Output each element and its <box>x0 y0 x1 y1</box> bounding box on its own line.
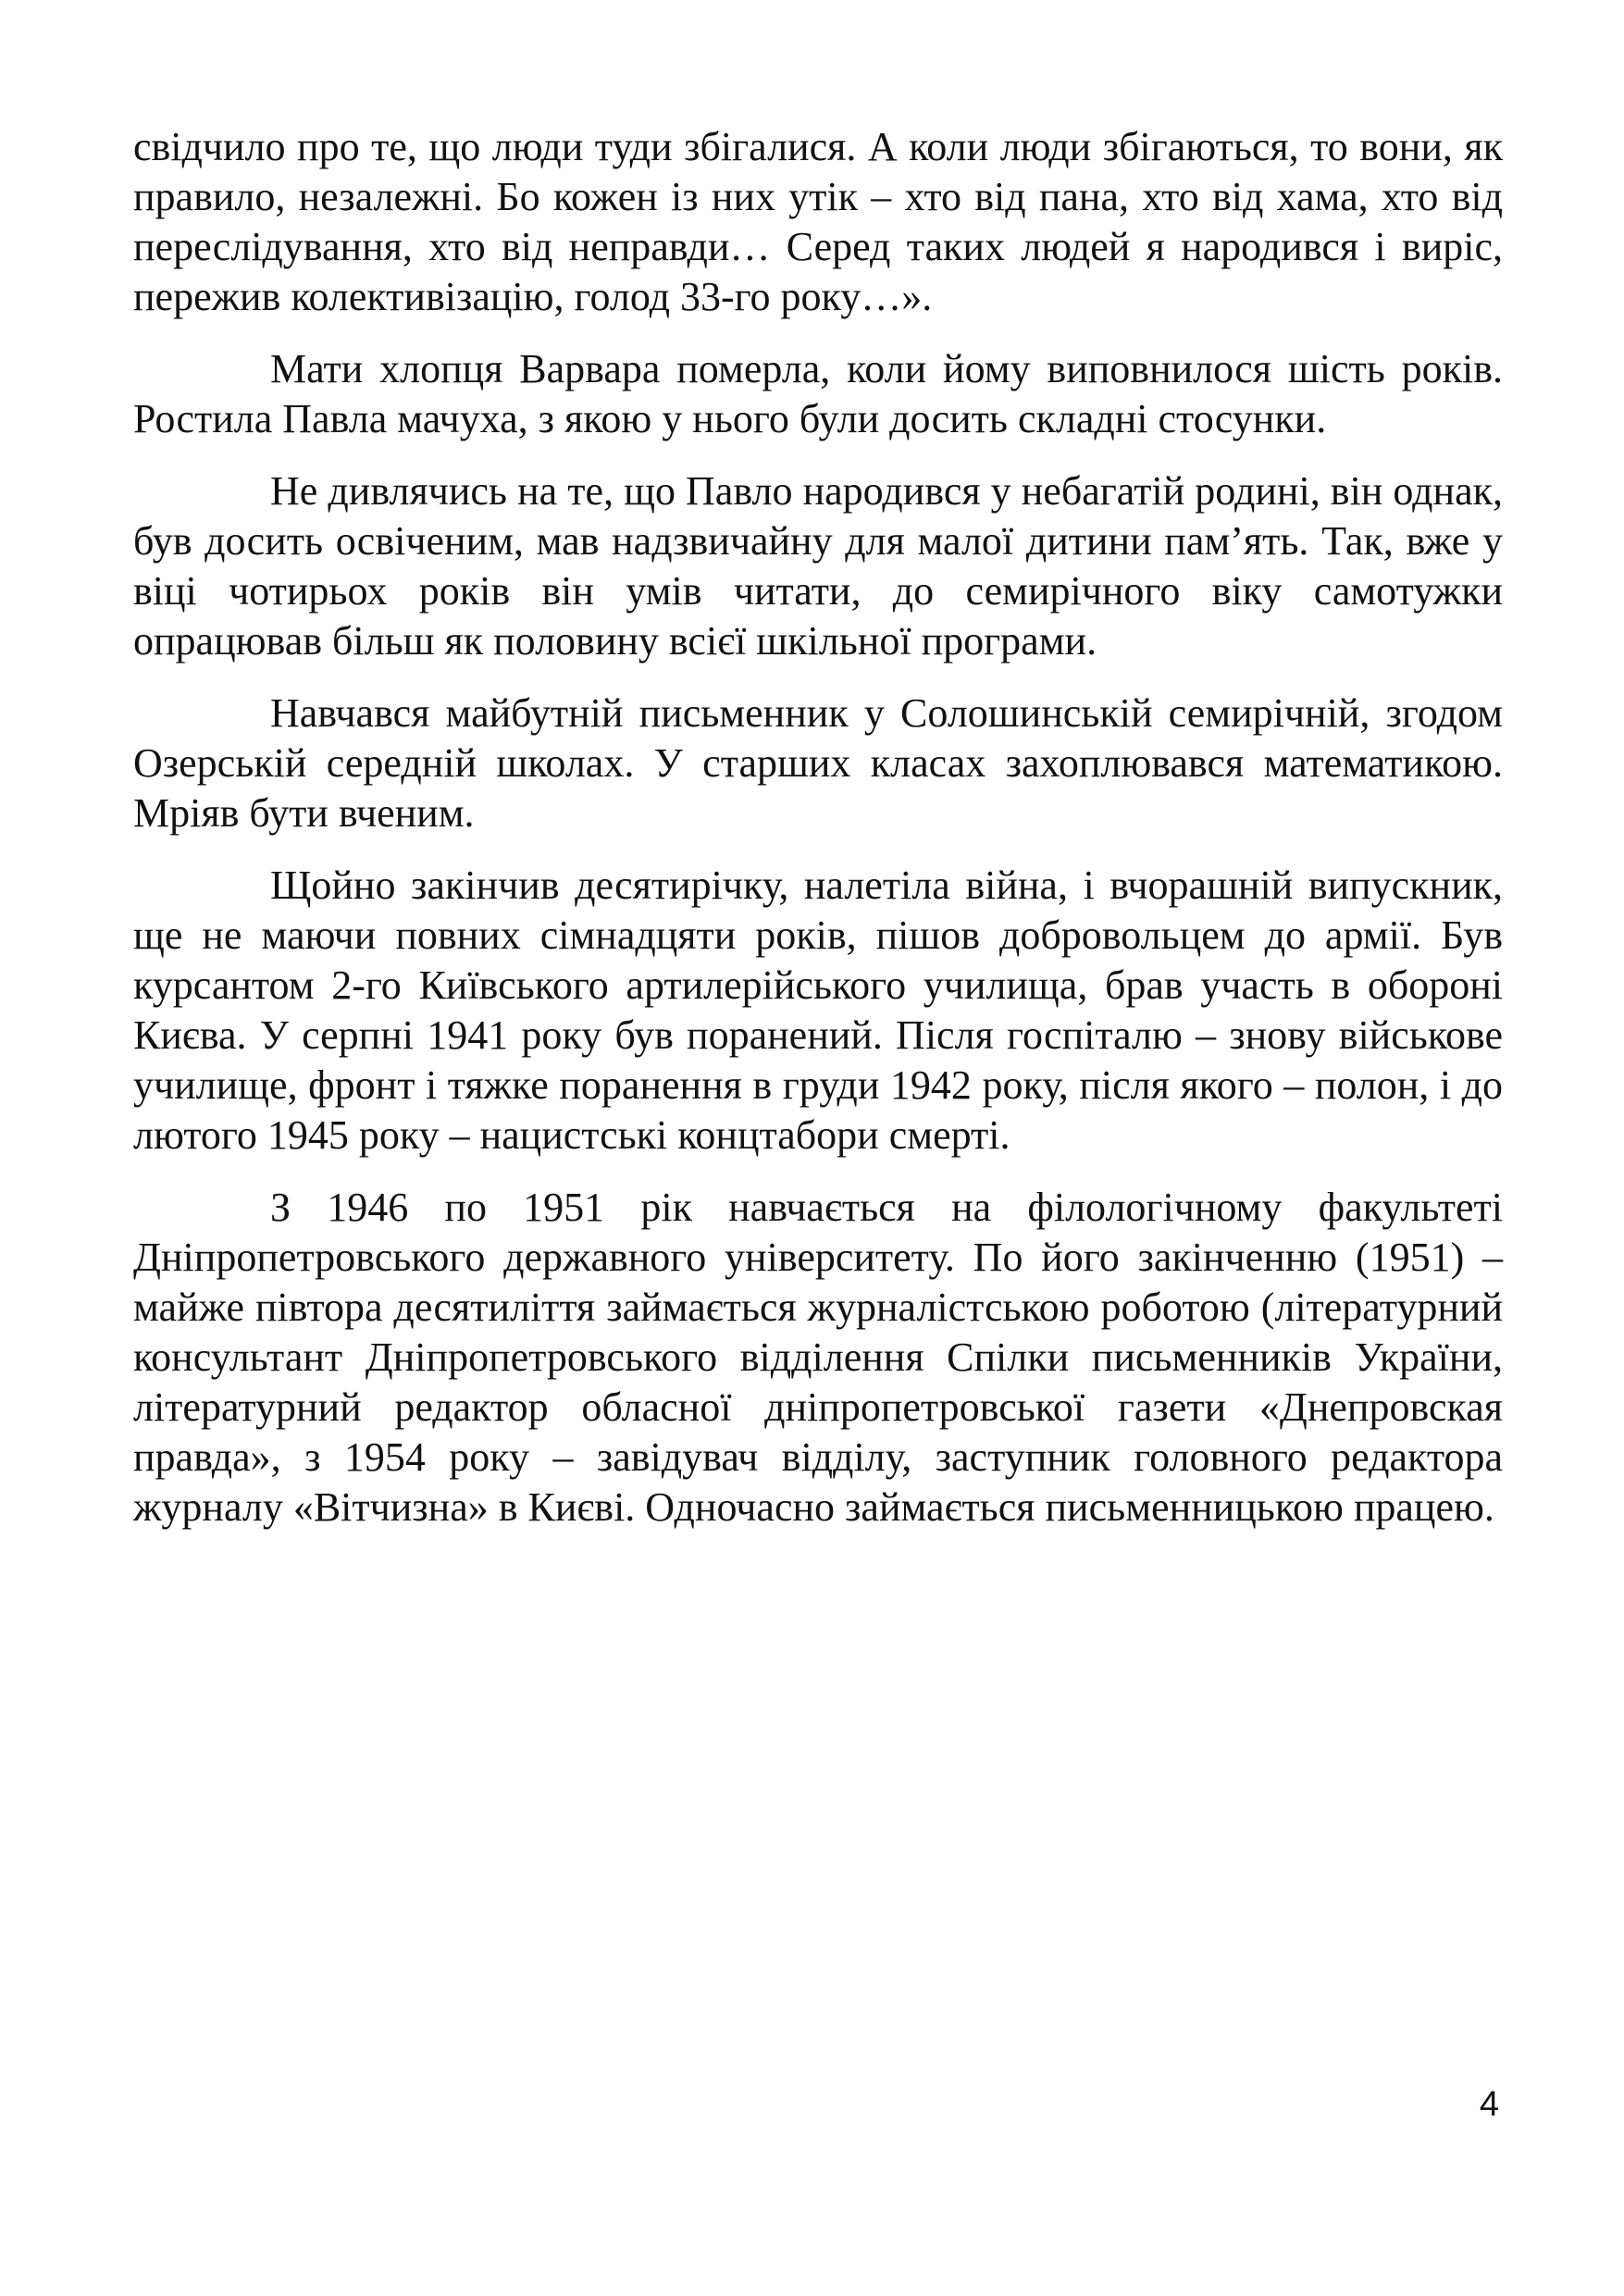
paragraph-education-early: Не дивлячись на те, що Павло народився у небагатій родині, він однак, був досить освіченим, мав надзвичайну для малої дитини пам’ять. Так, вже у віці чотирьох років він умів читати, до семирічного віку самотужки опрацював більш як половину всієї шкільної програми. <box>133 468 1503 664</box>
paragraph-war: Щойно закінчив десятирічку, налетіла війна, і вчорашній випускник, ще не маючи повних сімнадцяти років, пішов добровольцем до армії. Був курсантом 2-го Київського артилерійського училища, брав участь в обороні Києва. У серпні 1941 року був поранений. Після госпіталю – знову військове училище, фронт і тяжке поранення в груди 1942 року, після якого – полон, і до лютого 1945 року – нацистські концтабори смерті. <box>133 863 1503 1158</box>
body-text <box>133 122 1503 1555</box>
paragraph-continuation: свідчило про те, що люди туди збігалися. А коли люди збігаються, то вони, як правило, незалежні. Бо кожен із них утік – хто від пана, хто від хама, хто від переслідування, хто від неправди… Серед таких людей я народився і виріс, пережив колективізацію, голод 33-го року…». <box>133 124 1503 319</box>
page-number: 4 <box>1479 2085 1499 2124</box>
paragraph-university: З 1946 по 1951 рік навчається на філологічному факультеті Дніпропетровського державного університету. По його закінченню (1951) – майже півтора десятиліття займається журналістською роботою (літературний консультант Дніпропетровського відділення Спілки письменників України, літературний редактор обласної дніпропетровської газети «Днепровская правда», з 1954 року – завідувач відділу, заступник головного редактора журналу «Вітчизна» в Києві. Одночасно займається письменницькою працею. <box>133 1185 1503 1530</box>
paragraph-school: Навчався майбутній письменник у Солошинській семирічній, згодом Озерській середній школах. У старших класах захоплювався математикою. Мріяв бути вченим. <box>133 690 1503 836</box>
paragraph-mother: Мати хлопця Варвара померла, коли йому виповнилося шість років. Ростила Павла мачуха, з якою у нього були досить складні стосунки. <box>133 346 1503 441</box>
